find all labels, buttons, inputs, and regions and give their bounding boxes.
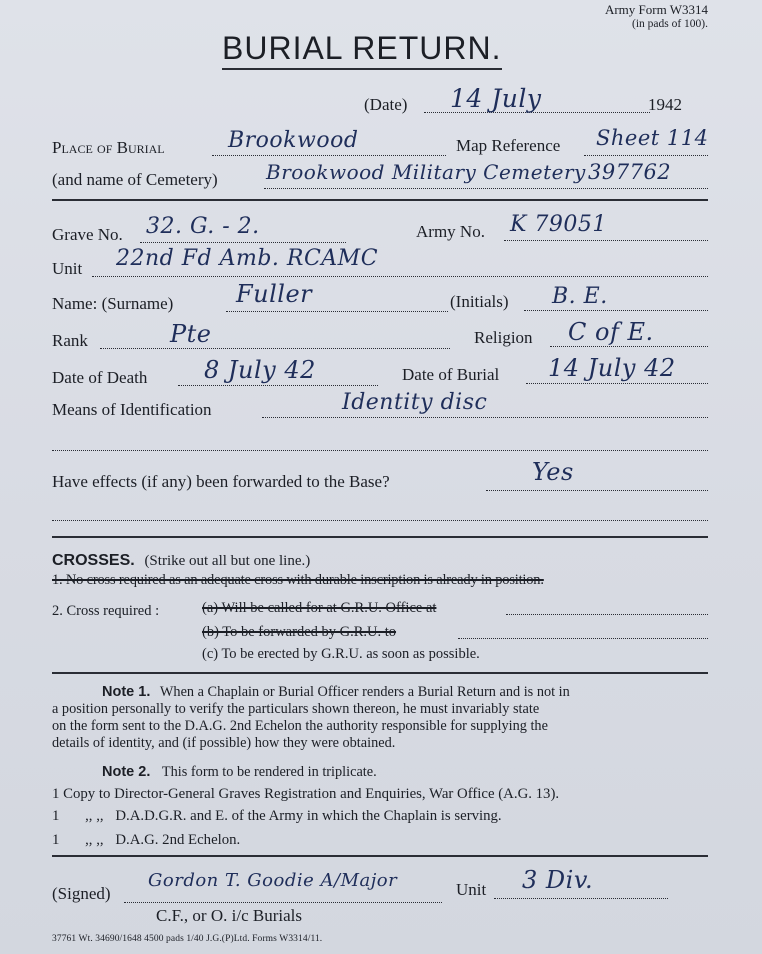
initials-label: (Initials) [450,292,509,311]
crosses-title: CROSSES. [52,552,135,569]
unit-label: Unit [52,259,83,278]
signature-unit-label: Unit [456,880,487,899]
copy-2-text: D.A.D.G.R. and E. of the Army in which the Chaplain is serving. [115,808,502,824]
cross-option-1: 1. No cross required as an adequate cross with durable inscription is already in position. [52,572,544,588]
initials-value: B. E. [552,284,608,309]
map-reference-label: Map Reference [456,136,561,155]
place-of-burial-label: Place of Burial [52,138,165,157]
copy-3-ditto: ,, ,, [85,832,104,848]
date-day-month: 14 July [450,84,542,113]
form-number: Army Form W3314 [604,2,708,17]
place-of-burial-value: Brookwood [228,128,359,153]
unit-value: 22nd Fd Amb. RCAMC [116,246,379,271]
religion-label: Religion [474,328,533,347]
copy-line-2 [52,808,502,825]
grave-number-label: Grave No. [52,225,123,244]
date-year: 1942 [648,95,682,114]
surname-value: Fuller [236,280,313,308]
cross-option-a: (a) Will be called for at G.R.U. Office at [202,600,437,616]
cemetery-label: (and name of Cemetery) [52,170,218,189]
copy-3-text: D.A.G. 2nd Echelon. [115,832,241,848]
cross-required-label: 2. Cross required : [52,603,160,619]
printer-imprint: 37761 Wt. 34690/1648 4500 pads 1/40 J.G.(P)Ltd. Forms W3314/11. [52,934,323,944]
date-label: (Date) [364,95,408,114]
note-2-text: This form to be rendered in triplicate. [161,764,377,780]
note-2 [102,764,377,781]
copy-2-ditto: ,, ,, [85,808,104,824]
date-of-death-label: Date of Death [52,368,148,387]
cemetery-name: Brookwood Military Cemetery [266,160,586,184]
note-1-line-3: on the form sent to the D.A.G. 2nd Echelon the authority responsible for supplying the [52,718,548,734]
religion-value: C of E. [568,318,654,346]
date-of-burial-value: 14 July 42 [548,354,676,382]
form-reference [605,2,708,32]
copy-3-number: 1 [52,832,60,848]
signature-unit-value: 3 Div. [522,866,594,894]
cross-option-c: (c) To be erected by G.R.U. as soon as possible. [202,646,480,662]
army-number-value: K 79051 [510,212,607,237]
grave-number-value: 32. G. - 2. [146,214,260,239]
pad-note: (in pads of 100). [631,18,708,30]
note-1-line-2: a position personally to verify the particulars shown thereon, he must invariably state [52,701,540,717]
copy-line-1: 1 Copy to Director-General Graves Registration and Enquiries, War Office (A.G. 13). [52,786,560,802]
surname-label: Name: (Surname) [52,294,174,313]
army-number-label: Army No. [416,222,485,241]
note-1-label: Note 1. [102,684,151,700]
crosses-instruction: (Strike out all but one line.) [144,553,311,569]
note-1-line-1: When a Chaplain or Burial Officer renders a Burial Return and is not in [159,684,570,700]
cross-option-b: (b) To be forwarded by G.R.U. to [202,624,397,640]
rank-value: Pte [170,320,212,348]
signed-label: (Signed) [52,884,111,903]
form-title: BURIAL RETURN. [222,30,502,70]
cemetery-reference: 397762 [588,160,672,184]
date-of-burial-label: Date of Burial [402,365,500,384]
copy-2-number: 1 [52,808,60,824]
note-1 [52,684,570,752]
date-of-death-value: 8 July 42 [204,356,316,384]
effects-label: Have effects (if any) been forwarded to the Base? [52,472,390,491]
note-2-label: Note 2. [102,764,151,780]
effects-value: Yes [532,458,574,486]
rank-label: Rank [52,331,88,350]
identification-label: Means of Identification [52,400,212,419]
crosses-heading [52,552,310,570]
copy-line-3 [52,832,240,849]
note-1-line-4: details of identity, and (if possible) how they were obtained. [52,735,396,751]
identification-value: Identity disc [342,390,488,415]
map-reference-value: Sheet 114 [596,126,709,150]
signatory-role: C.F., or O. i/c Burials [156,906,302,925]
signature-value: Gordon T. Goodie A/Major [148,870,398,891]
